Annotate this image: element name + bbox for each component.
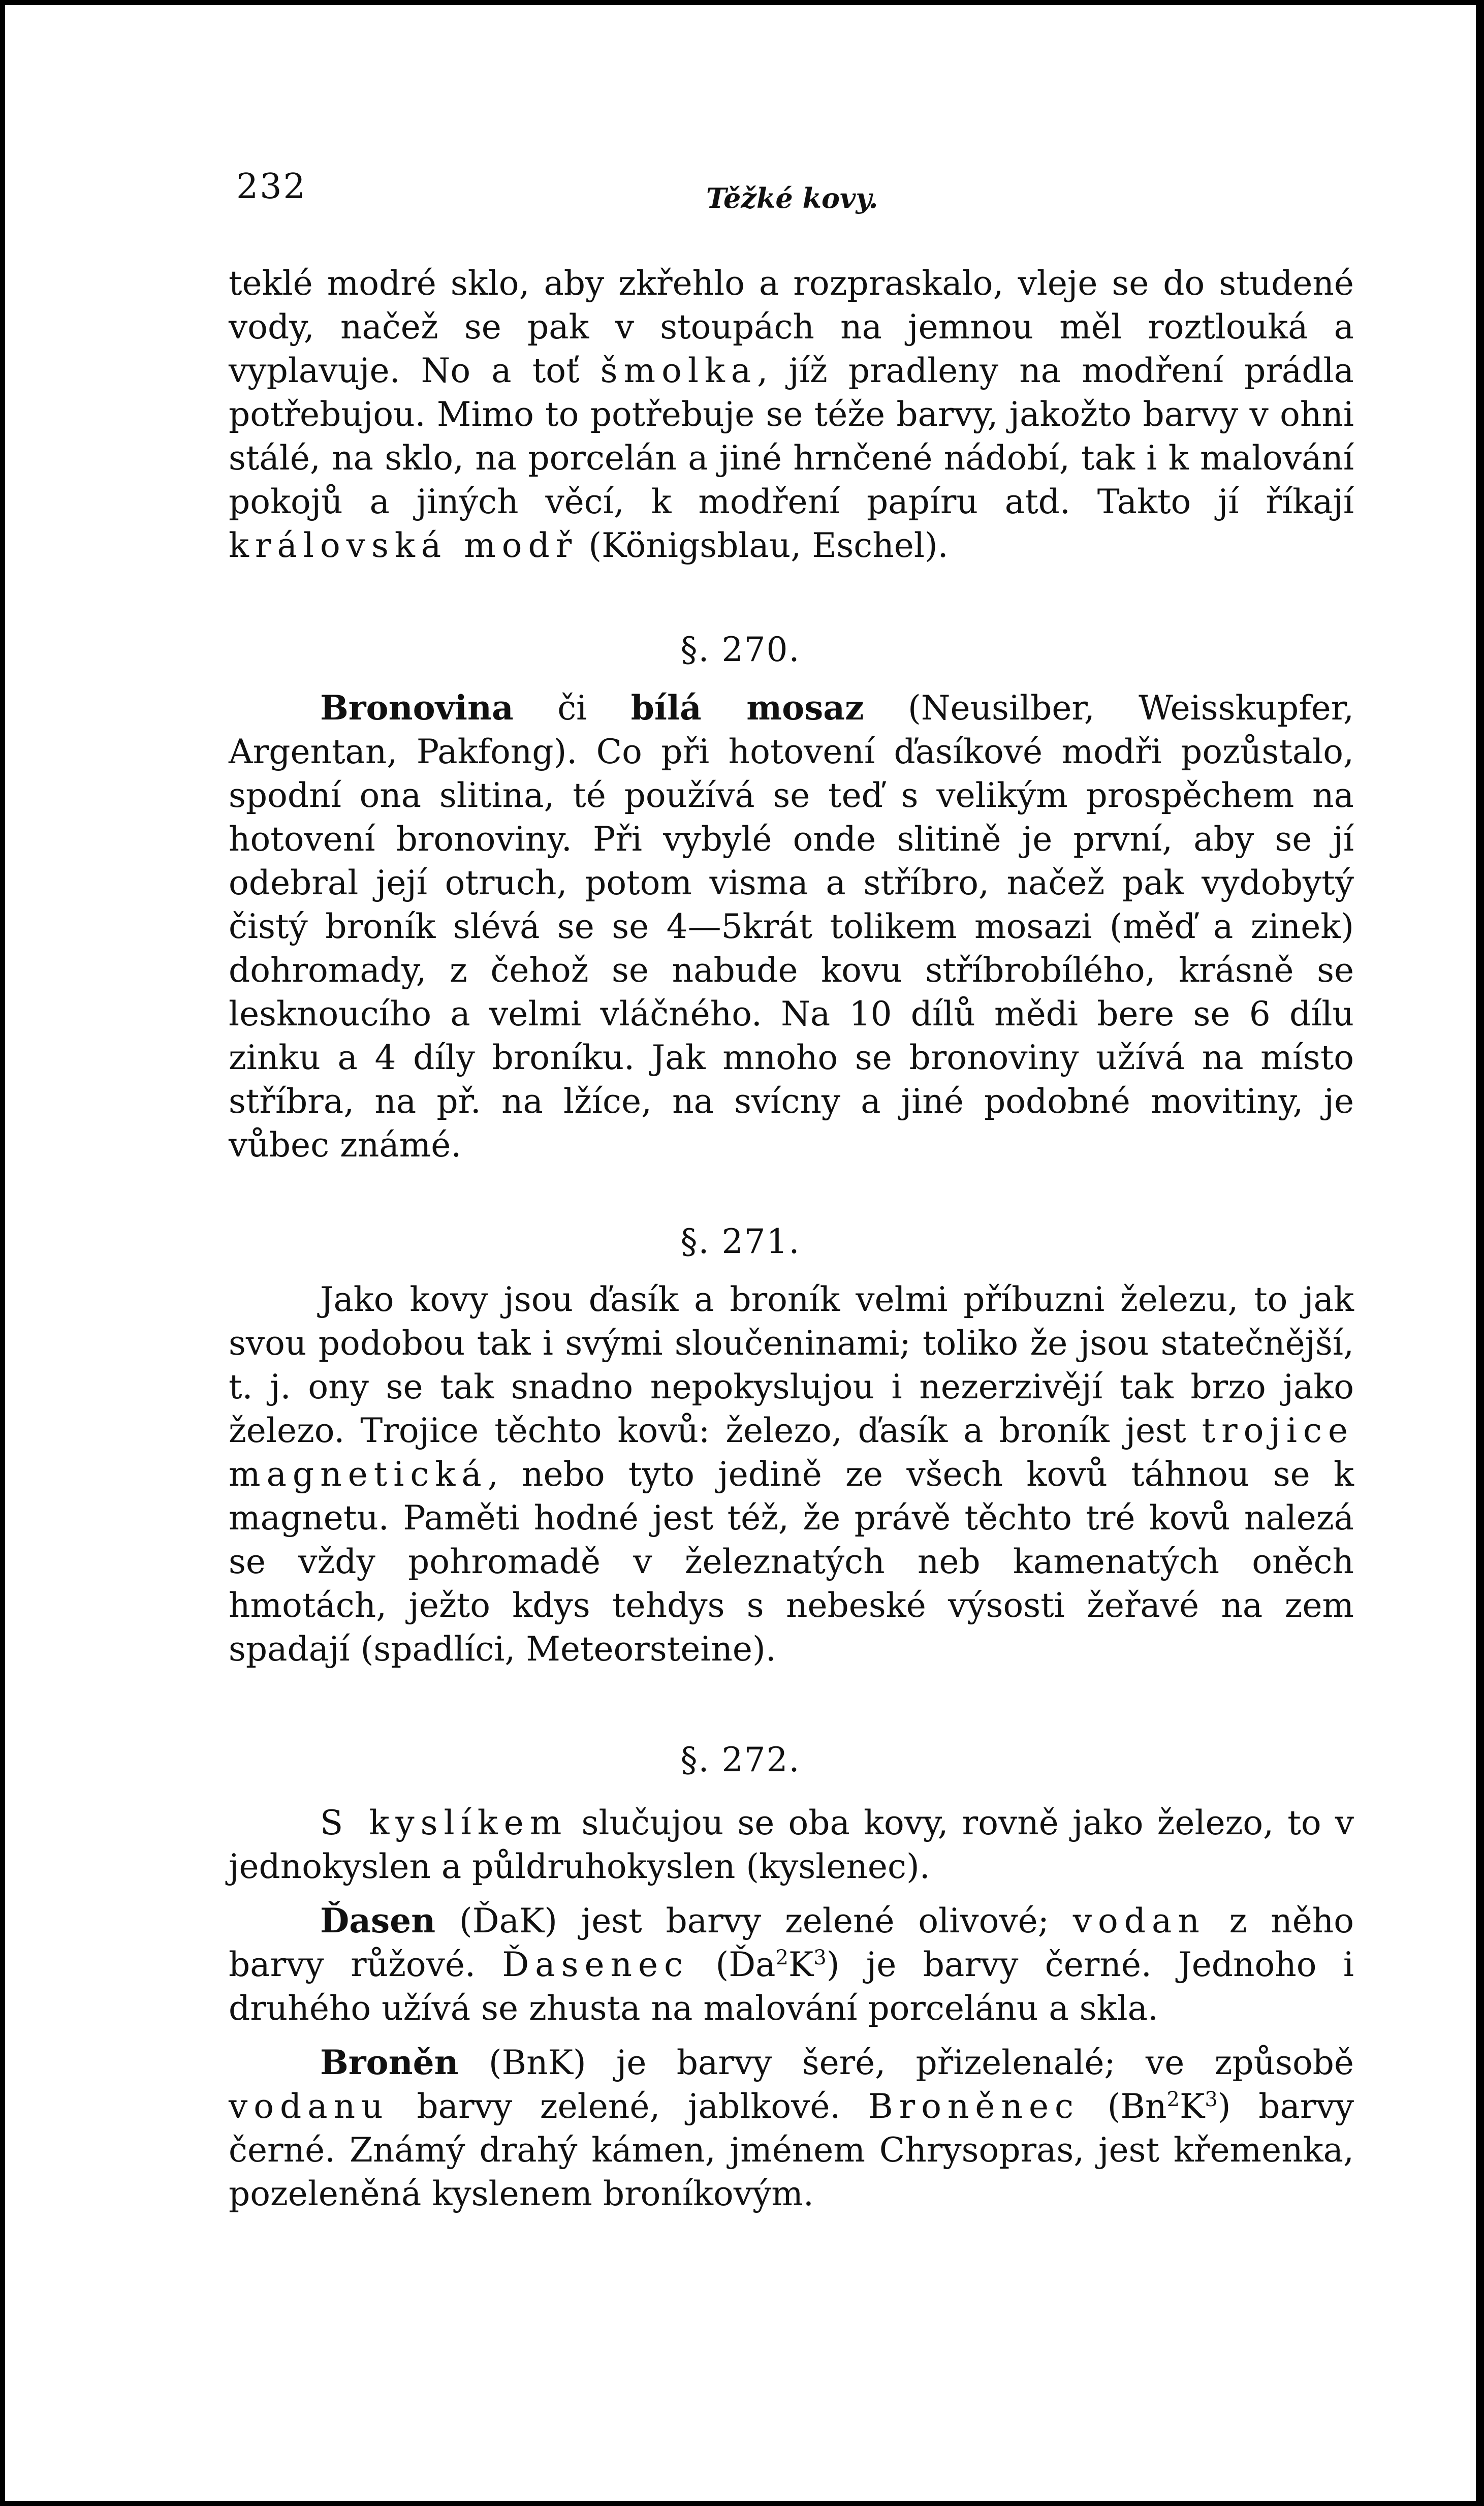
- term-dasenec: Ďasenec: [502, 1945, 689, 1984]
- superscript: 3: [1205, 2088, 1218, 2111]
- superscript: 3: [813, 1946, 827, 1969]
- term-trojice-magneticka: trojice magnetická: [229, 1411, 1354, 1494]
- s272-p2-text-1: (ĎaK) jest barvy zelené olivové;: [435, 1901, 1073, 1940]
- section-heading-271: §. 271.: [680, 1222, 801, 1261]
- term-smolka: šmolka: [600, 351, 757, 390]
- section-heading-270: §. 270.: [680, 630, 801, 669]
- section-270-block: [229, 686, 1354, 1167]
- s272-p3-text-2: barvy zelené, jablkové.: [389, 2087, 869, 2126]
- s272-p1-text: slučujou se oba kovy, rovně jako železo, to v jednokyslen a půldruhokyslen (kyslenec).: [229, 1803, 1354, 1886]
- term-dasen: Ďasen: [320, 1901, 436, 1940]
- intro-paragraph: [229, 262, 1354, 568]
- s270-text-1: či: [513, 688, 631, 728]
- intro-text-2: , jíž pradleny na modření prádla potřebujou. Mimo to potřebuje se téže barvy, jakožto barvy v ohni stálé, na sklo, na porcelán a jiné hrnčené nádobí, tak i k malování pokojů a jiných věcí, k modření papíru atd. Takto jí říkají: [229, 351, 1354, 521]
- term-bronen: Broněn: [320, 2043, 459, 2082]
- term-vodanu: vodanu: [229, 2087, 389, 2126]
- term-vodan: vodan: [1072, 1901, 1206, 1940]
- s272-p3-text-1: (BnK) je barvy šeré, přizelenalé; ve způsobě: [458, 2043, 1354, 2082]
- section-heading-272: §. 272.: [680, 1740, 801, 1779]
- s271-text-1: Jako kovy jsou ďasík a broník velmi příbuzni železu, to jak svou podobou tak i svými sloučeninami; toliko že jsou statečnější, t. j. ony se tak snadno nepokyslujou i nezerzivějí tak brzo jako železo. Trojice těchto kovů: železo, ďasík a broník jest: [229, 1280, 1354, 1450]
- running-title: Těžké kovy.: [706, 182, 878, 214]
- section-272-block: [229, 1801, 1354, 2216]
- section-271-block: [229, 1278, 1354, 1671]
- s272-p2-text-5: ) je barvy černé. Jednoho i druhého užívá se zhusta na malování porcelánu a skla.: [229, 1945, 1354, 2028]
- superscript: 2: [775, 1946, 788, 1969]
- term-kralovska-modr: královská modř: [229, 526, 578, 565]
- s272-p3-text-4: K: [1180, 2087, 1205, 2126]
- term-bila-mosaz: bílá mosaz: [630, 688, 864, 728]
- term-bronovina: Bronovina: [320, 688, 514, 728]
- section-272-paragraph-1: [229, 1801, 1354, 1889]
- s272-p3-text-3: (Bn: [1080, 2087, 1167, 2126]
- s272-p2-text-2: z něho barvy růžové.: [229, 1901, 1354, 1984]
- intro-text-3: (Königsblau, Eschel).: [578, 526, 949, 565]
- section-270-paragraph: [229, 686, 1354, 1167]
- section-272-paragraph-3: [229, 2041, 1354, 2216]
- page-number: 232: [236, 167, 307, 207]
- s270-text-2: (Neusilber, Weisskupfer, Argentan, Pakfong). Co při hotovení ďasíkové modři pozůstalo, spodní ona slitina, té používá se teď s velikým prospěchem na hotovení bronoviny. Při vybylé onde slitině je první, aby se jí odebral její otruch, potom visma a stříbro, načež pak vydobytý čistý broník slévá se se 4—5krát tolikem mosazi (měď a zinek) dohromady, z čehož se nabude kovu stříbrobílého, krásně se lesknoucího a velmi vláčného. Na 10 dílů mědi bere se 6 dílu zinku a 4 díly broníku. Jak mnoho se bronoviny užívá na místo stříbra, na př. na lžíce, na svícny a jiné podobné movitiny, je vůbec známé.: [229, 688, 1354, 1165]
- s272-p3-text-5: ) barvy černé. Známý drahý kámen, jménem Chrysopras, jest křemenka, pozeleněná kyslenem broníkovým.: [229, 2087, 1354, 2213]
- section-271-paragraph: [229, 1278, 1354, 1671]
- s272-p2-text-4: K: [788, 1945, 814, 1984]
- intro-text-1: teklé modré sklo, aby zkřehlo a rozpraskalo, vleje se do studené vody, načež se pak v stoupách na jemnou měl roztlouká a vyplavuje. No a toť: [229, 264, 1354, 390]
- s271-text-2: , nebo tyto jedině ze všech kovů táhnou se k magnetu. Paměti hodné jest též, že právě těchto tré kovů nalezá se vždy pohromadě v železnatých neb kamenatých oněch hmotách, ježto kdys tehdys s nebeské výsosti žeřavé na zem spadají (spadlíci, Meteorsteine).: [229, 1455, 1354, 1669]
- term-bronenec: Broněnec: [868, 2087, 1080, 2126]
- superscript: 2: [1166, 2088, 1180, 2111]
- intro-paragraph-block: [229, 262, 1354, 568]
- section-272-paragraph-2: [229, 1899, 1354, 2030]
- page-sheet: [5, 5, 1476, 2501]
- page-header: [236, 167, 1232, 223]
- term-s-kyslikem: S kyslíkem: [320, 1803, 568, 1842]
- book-page: [5, 5, 1476, 2501]
- s272-p2-text-3: (Ďa: [689, 1945, 776, 1984]
